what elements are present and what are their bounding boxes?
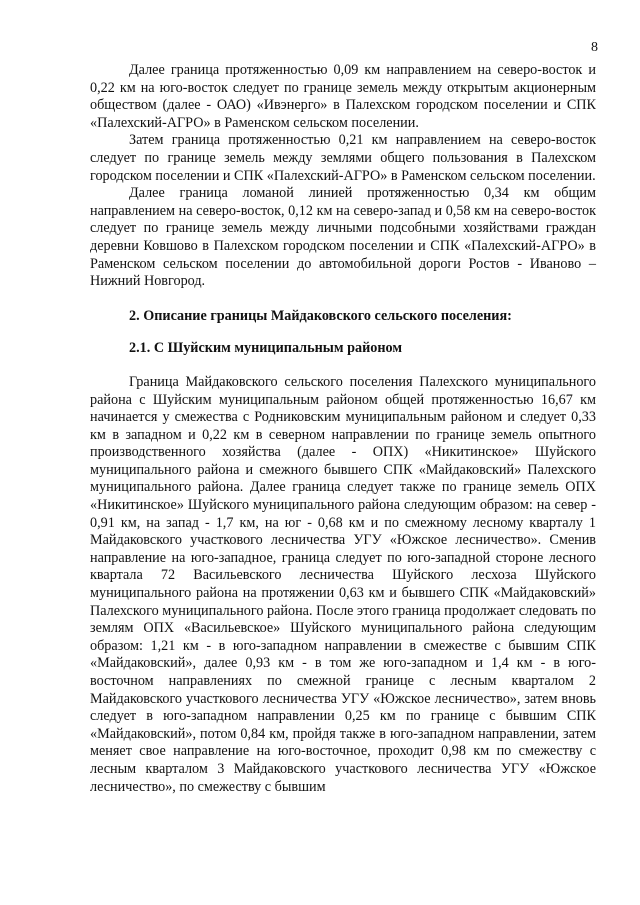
paragraph-boundary-public-lands: Затем граница протяженностью 0,21 км направлением на северо-восток следует по границе земель между землями общего пользования в Палехском городском поселении и СПК «Палехский-АГРО» в Раменском сельском поселении.	[90, 132, 596, 184]
section-heading: 2. Описание границы Майдаковского сельского поселения:	[129, 307, 512, 324]
subsection-heading: 2.1. С Шуйским муниципальным районом	[129, 340, 403, 357]
paragraph-shuya-boundary: Граница Майдаковского сельского поселения Палехского муниципального района с Шуйским муниципальным районом общей протяженностью 16,67 км начинается у смежества с Родниковским муниципальным районом и следует 0,33 км в западном и 0,22 км в северном направлении по границе земель опытного производственного хозяйства (далее - ОПХ) «Никитинское» Шуйского муниципального района и смежного бывшего СПК «Майдаковский» Палехского муниципального района. Далее граница следует также по границе земель ОПХ «Никитинское» Шуйского муниципального района следующим образом: на север - 0,91 км, на запад - 1,7 км, на юг - 0,68 км и по смежному лесному кварталу 1 Майдаковского участкового лесничества УГУ «Южское лесничество». Сменив направление на юго-западное, граница следует по юго-западной стороне лесного квартала 72 Васильевского лесничества Шуйского лесхоза Шуйского муниципального района на протяжении 0,63 км и бывшего СПК «Майдаковский» Палехского муниципального района. После этого граница продолжает следовать по землям ОПХ «Васильевское» Шуйского муниципального района следующим образом: 1,21 км - в юго-западном направлении в смежестве с бывшим СПК «Майдаковский», далее 0,93 км - в том же юго-западном и 1,4 км - в юго-восточном направлениях по смежной границе с лесным кварталом 2 Майдаковского участкового лесничества УГУ «Южское лесничество», затем вновь следует в юго-западном направлении 0,25 км по границе с бывшим СПК «Майдаковский», потом 0,84 км, пройдя также в юго-западном направлении, затем меняет свое направление на юго-восточное, проходит 0,98 км по смежеству с лесным кварталом 3 Майдаковского участкового лесничества УГУ «Южское лесничество», по смежеству с бывшим	[90, 373, 596, 795]
paragraph-boundary-kovshovo: Далее граница ломаной линией протяженностью 0,34 км общим направлением на северо-восток, 0,12 км на северо-запад и 0,58 км на северо-восток следует по границе земель между личными подсобными хозяйствами граждан деревни Ковшово в Палехском городском поселении и СПК «Палехский-АГРО» в Раменском сельском поселении до автомобильной дороги Ростов - Иваново – Нижний Новгород.	[90, 185, 596, 290]
page-number: 8	[591, 40, 598, 55]
document-body	[90, 62, 596, 796]
paragraph-boundary-ivenergo: Далее граница протяженностью 0,09 км направлением на северо-восток и 0,22 км на юго-восток следует по границе земель между открытым акционерным обществом (далее - ОАО) «Ивэнерго» в Палехском городском поселении и СПК «Палехский-АГРО» в Раменском сельском поселении.	[90, 62, 596, 131]
